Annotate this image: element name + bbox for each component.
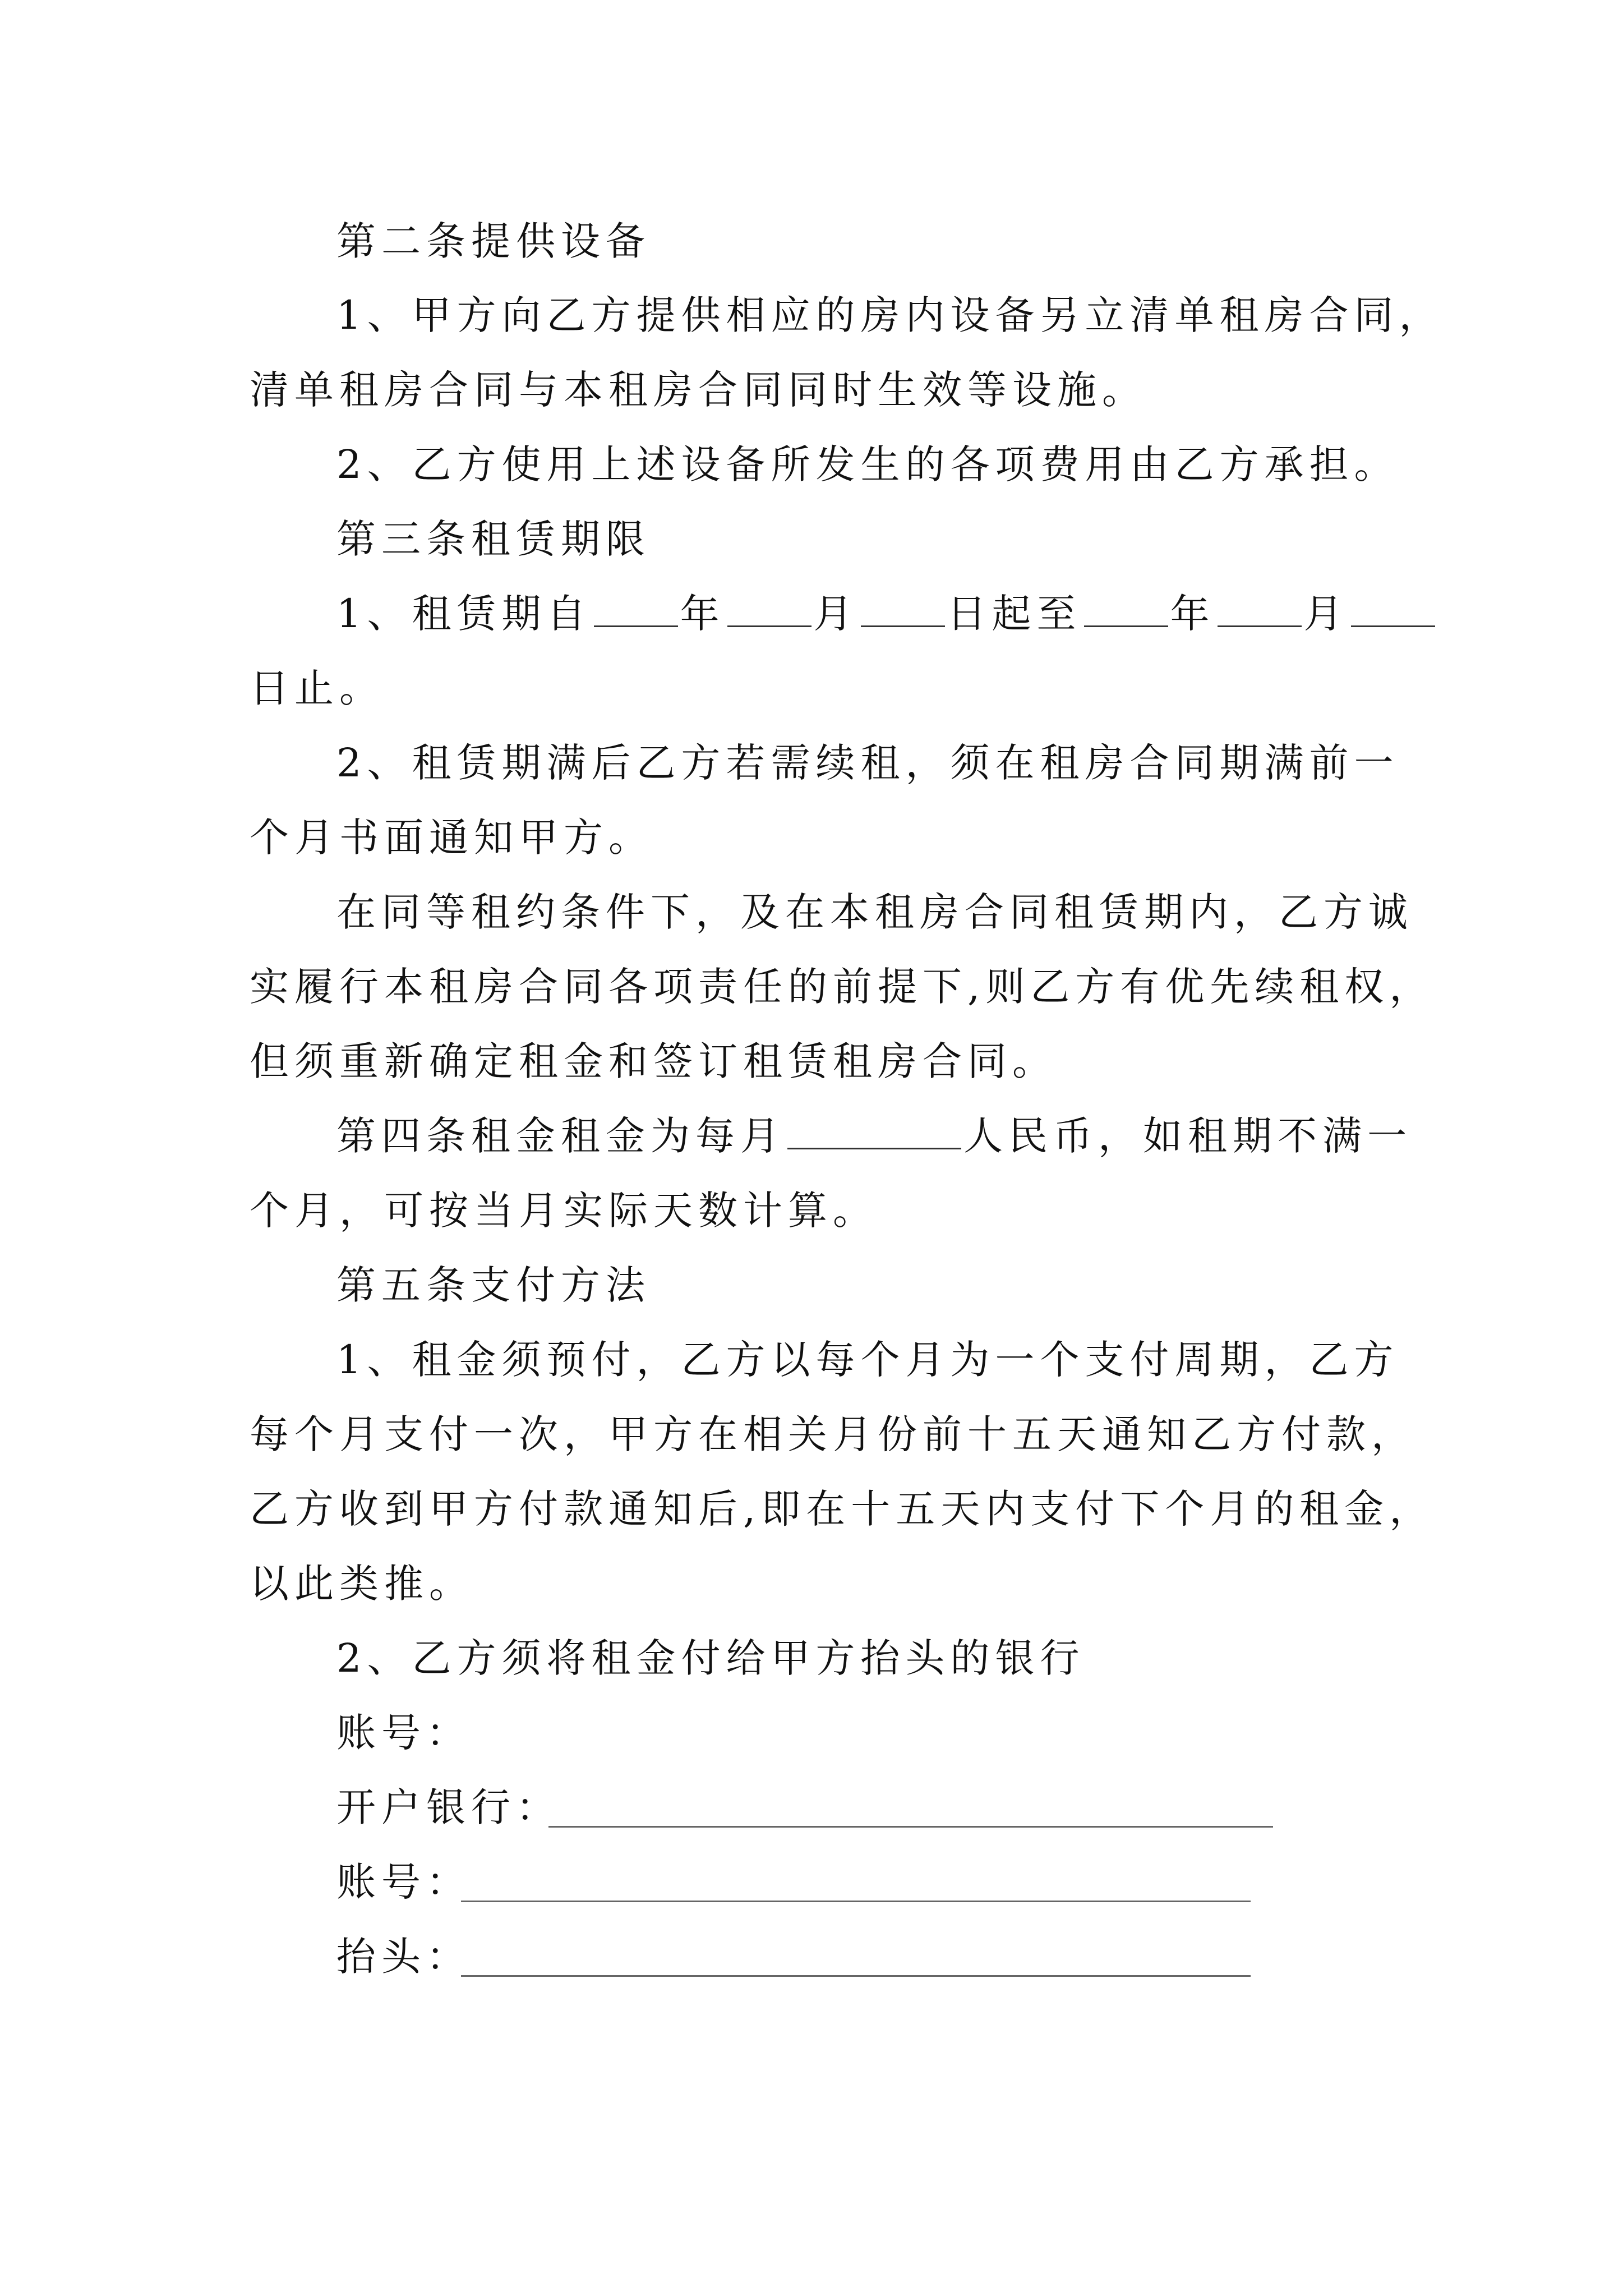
account-label-1: 账号： bbox=[336, 1710, 471, 1756]
end-month-label: 月 bbox=[1303, 591, 1349, 637]
start-day-label: 日起至 bbox=[947, 591, 1082, 637]
start-year-label: 年 bbox=[680, 591, 725, 637]
article-2-heading: 第二条提供设备 bbox=[336, 218, 651, 264]
bank-name-blank[interactable] bbox=[548, 1826, 1273, 1828]
payment-line-2: 每个月支付一次，甲方在相关月份前十五天通知乙方付款， bbox=[250, 1411, 1416, 1457]
payment-line-3: 乙方收到甲方付款通知后,即在十五天内支付下个月的租金， bbox=[250, 1486, 1435, 1532]
payment-line-1: 1、租金须预付，乙方以每个月为一个支付周期，乙方 bbox=[336, 1337, 1399, 1383]
start-day-blank[interactable] bbox=[861, 592, 945, 627]
renewal-line-2: 个月书面通知甲方。 bbox=[250, 815, 653, 861]
account-number-blank[interactable] bbox=[461, 1901, 1251, 1902]
payee-blank[interactable] bbox=[461, 1975, 1251, 1977]
end-year-label: 年 bbox=[1170, 591, 1215, 637]
priority-line-2: 实履行本租房合同各项责任的前提下,则乙方有优先续租权， bbox=[250, 964, 1435, 1010]
start-year-blank[interactable] bbox=[594, 592, 678, 627]
payment-line-4: 以此类推。 bbox=[250, 1561, 474, 1607]
start-month-blank[interactable] bbox=[727, 592, 811, 627]
bank-instruction: 2、乙方须将租金付给甲方抬头的银行 bbox=[336, 1635, 1085, 1681]
lease-term-line bbox=[336, 586, 1437, 642]
end-month-blank[interactable] bbox=[1218, 592, 1302, 627]
end-year-blank[interactable] bbox=[1084, 592, 1168, 627]
article-2-item-1-line-2: 清单租房合同与本租房合同同时生效等设施。 bbox=[250, 367, 1147, 413]
rent-prefix: 第四条租金租金为每月 bbox=[336, 1113, 785, 1159]
lease-term-line-2: 日止。 bbox=[250, 665, 384, 711]
article-5-heading: 第五条支付方法 bbox=[336, 1262, 651, 1308]
bank-name-label: 开户银行： bbox=[336, 1784, 561, 1830]
priority-line-1: 在同等租约条件下，及在本租房合同租赁期内，乙方诚 bbox=[336, 889, 1413, 935]
account-label-2: 账号： bbox=[336, 1859, 471, 1905]
payee-label: 抬头： bbox=[336, 1934, 471, 1980]
priority-line-3: 但须重新确定租金和签订租赁租房合同。 bbox=[250, 1038, 1057, 1084]
start-month-label: 月 bbox=[813, 591, 859, 637]
article-2-item-2: 2、乙方使用上述设备所发生的各项费用由乙方承担。 bbox=[336, 441, 1399, 487]
end-day-blank[interactable] bbox=[1351, 592, 1435, 627]
article-3-heading: 第三条租赁期限 bbox=[336, 516, 651, 562]
monthly-rent-blank[interactable] bbox=[787, 1114, 961, 1149]
lease-term-prefix: 1、租赁期自 bbox=[336, 591, 592, 637]
rent-suffix: 人民币，如租期不满一 bbox=[963, 1113, 1412, 1159]
rent-line-2: 个月，可按当月实际天数计算。 bbox=[250, 1188, 878, 1234]
article-2-item-1-line-1: 1、甲方向乙方提供相应的房内设备另立清单租房合同， bbox=[336, 292, 1444, 338]
renewal-line-1: 2、租赁期满后乙方若需续租，须在租房合同期满前一 bbox=[336, 740, 1399, 786]
rent-line bbox=[336, 1108, 1412, 1164]
